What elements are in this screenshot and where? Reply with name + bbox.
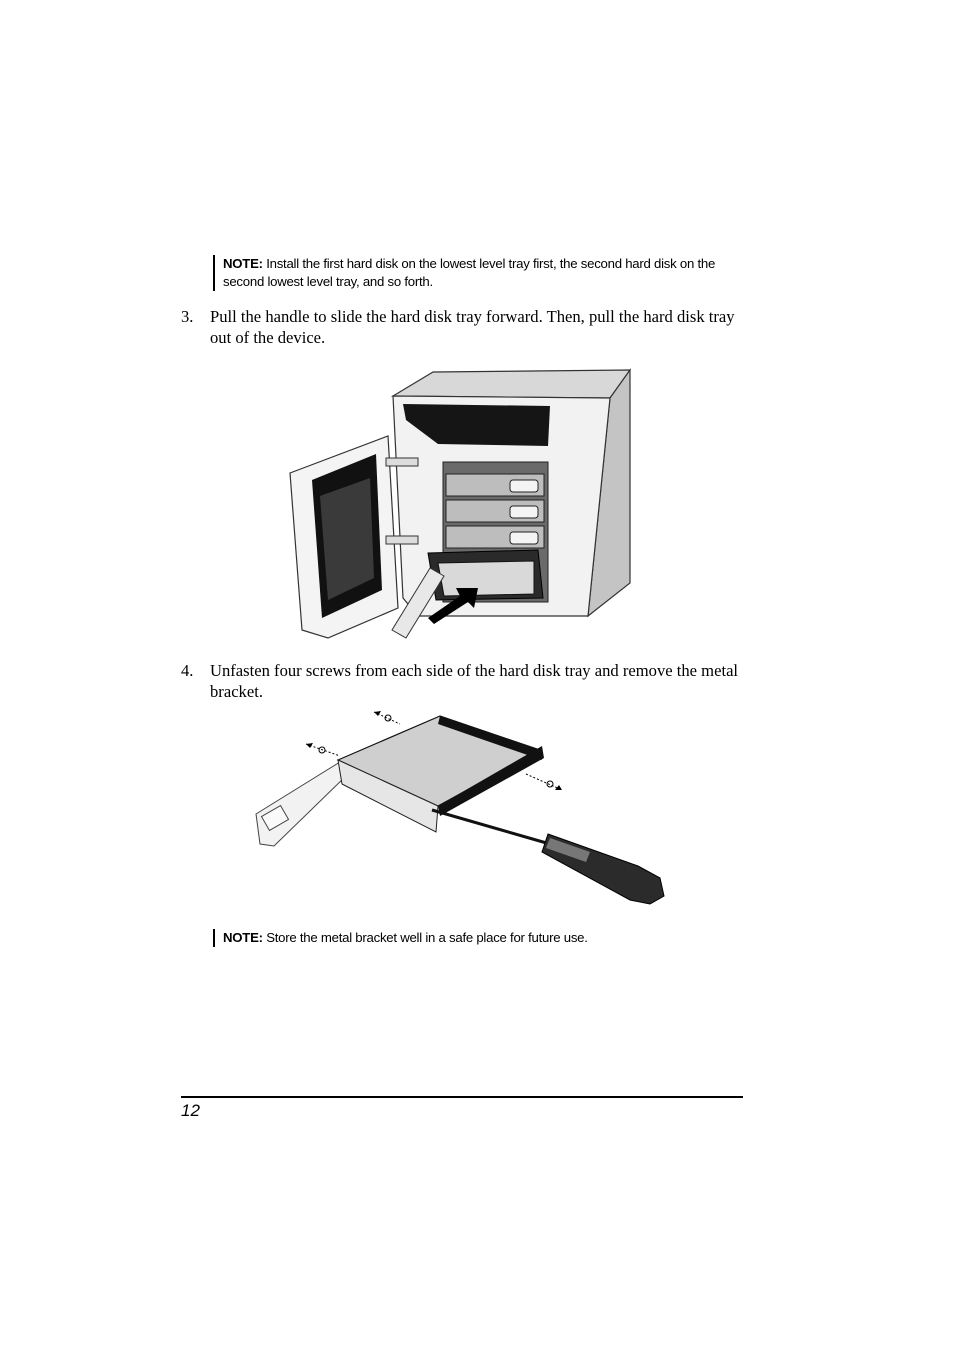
step-number: 4. [181, 661, 194, 680]
page-number: 12 [181, 1101, 200, 1120]
note-first-disk [213, 255, 743, 291]
note-label: NOTE: [223, 930, 263, 945]
note-text: Install the first hard disk on the lowest level tray first, the second hard disk on the second lowest level tray, and so forth. [223, 256, 716, 289]
drive-trays [446, 474, 544, 548]
footer-rule [181, 1096, 743, 1098]
step-number: 3. [181, 307, 194, 326]
step-3 [181, 307, 746, 348]
note-store-bracket [213, 929, 743, 947]
step-text: Unfasten four screws from each side of the hard disk tray and remove the metal bracket. [210, 661, 739, 701]
nas-device-illustration [288, 368, 638, 640]
step-text: Pull the handle to slide the hard disk tray forward. Then, pull the hard disk tray out of the device. [210, 307, 735, 347]
note-label: NOTE: [223, 256, 263, 271]
tray-screwdriver-illustration [250, 706, 670, 910]
step-4 [181, 661, 746, 702]
note-text: Store the metal bracket well in a safe place for future use. [266, 930, 588, 945]
